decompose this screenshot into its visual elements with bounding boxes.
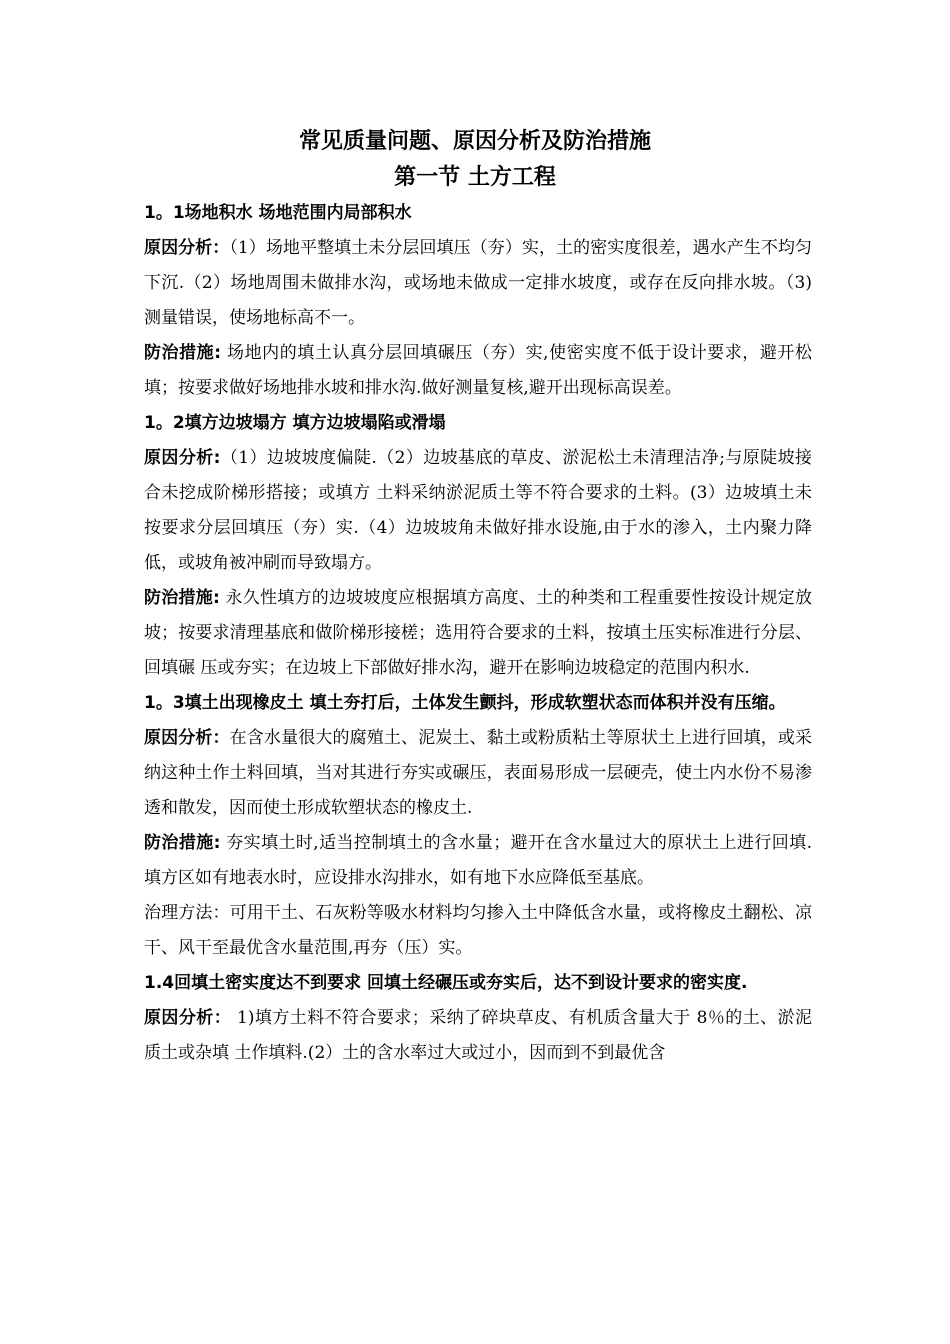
paragraph-label: 防治措施: <box>144 833 221 853</box>
paragraph-prevention-1-3 <box>144 826 812 896</box>
document-body <box>144 196 812 1071</box>
paragraph-text: 永久性填方的边坡坡度应根据填方高度、土的种类和工程重要性按设计规定放坡；按要求清理基底和做阶梯形接槎；选用符合要求的土料，按填土压实标准进行分层、回填碾 压或夯实；在边坡上下部做好排水沟，避开在影响边坡稳定的范围内积水. <box>144 588 812 678</box>
paragraph-label: 防治措施: <box>144 343 222 363</box>
paragraph-label: 原因分析： <box>144 1008 232 1028</box>
paragraph-cause-1-2 <box>144 441 812 581</box>
heading-1-3: 1。3填土出现橡皮土 填土夯打后，土体发生颤抖，形成软塑状态而体积并没有压缩。 <box>144 693 786 713</box>
paragraph-text: （1）场地平整填土未分层回填压（夯）实，土的密实度很差，遇水产生不均匀下沉.（2）场地周围未做排水沟，或场地未做成一定排水坡度，或存在反向排水坡。（3)测量错误，使场地标高不一。 <box>144 238 812 328</box>
paragraph-prevention-1-1 <box>144 336 812 406</box>
paragraph-cause-1-1 <box>144 231 812 336</box>
heading-1-1: 1。1场地积水 场地范围内局部积水 <box>144 203 412 223</box>
paragraph-text: 1)填方土料不符合要求；采纳了碎块草皮、有机质含量大于 8％的土、淤泥质土或杂填 土作填料.(2）土的含水率过大或过小，因而到不到最优含 <box>144 1008 812 1063</box>
paragraph-text: （1）边坡坡度偏陡.（2）边坡基底的草皮、淤泥松土未清理洁净;与原陡坡接合未挖成阶梯形搭接；或填方 土料采纳淤泥质土等不符合要求的土料。(3）边坡填土未按要求分层回填压（夯）实.（4）边坡坡角未做好排水设施,由于水的渗入，土内聚力降低，或坡角被冲刷而导致塌方。 <box>144 448 812 573</box>
paragraph-label: 防治措施: <box>144 588 220 608</box>
section-title: 第一节 土方工程 <box>394 165 556 190</box>
paragraph-label: 原因分析: <box>144 448 221 468</box>
page-title: 常见质量问题、原因分析及防治措施 <box>298 129 651 154</box>
paragraph-text: 夯实填土时,适当控制填土的含水量；避开在含水量过大的原状土上进行回填.填方区如有地表水时，应设排水沟排水，如有地下水应降低至基底。 <box>144 833 812 888</box>
paragraph-prevention-1-2 <box>144 581 812 686</box>
paragraph-text: 在含水量很大的腐殖土、泥炭土、黏土或粉质粘土等原状土上进行回填，或采纳这种土作土料回填，当对其进行夯实或碾压，表面易形成一层硬壳，使土内水份不易渗透和散发，因而使土形成软塑状态的橡皮土. <box>144 728 813 818</box>
heading-1-4: 1.4回填土密实度达不到要求 回填土经碾压或夯实后，达不到设计要求的密实度. <box>144 973 748 993</box>
paragraph-label: 原因分析： <box>144 728 230 748</box>
paragraph-cause-1-4 <box>144 1001 812 1071</box>
paragraph-text: 治理方法：可用干土、石灰粉等吸水材料均匀掺入土中降低含水量，或将橡皮土翻松、凉干、风干至最优含水量范围,再夯（压）实。 <box>144 903 812 958</box>
paragraph-cause-1-3 <box>144 721 812 826</box>
paragraph-text: 场地内的填土认真分层回填碾压（夯）实,使密实度不低于设计要求，避开松填；按要求做好场地排水坡和排水沟.做好测量复核,避开出现标高误差。 <box>144 343 812 398</box>
paragraph-treatment-1-3 <box>144 896 812 966</box>
paragraph-label: 原因分析： <box>144 238 230 258</box>
heading-1-2: 1。2填方边坡塌方 填方边坡塌陷或滑塌 <box>144 413 446 433</box>
